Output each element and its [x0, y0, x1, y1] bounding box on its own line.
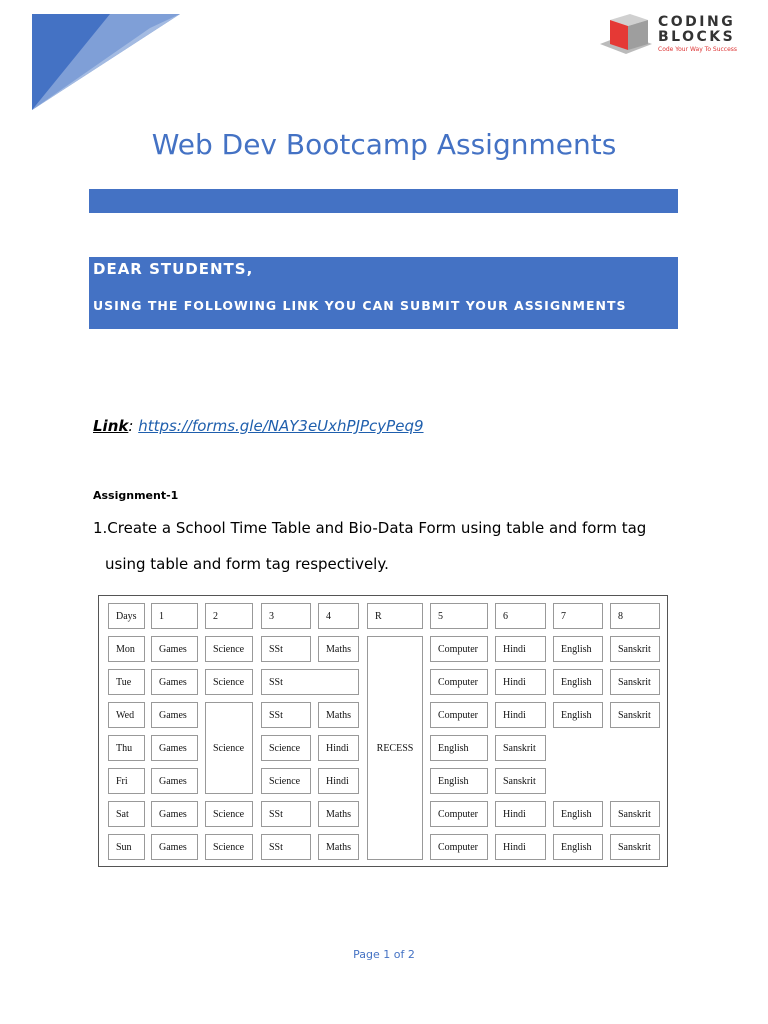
- timetable-cell: Maths: [318, 801, 359, 827]
- timetable-cell: Wed: [108, 702, 145, 728]
- timetable-cell: Hindi: [318, 735, 359, 761]
- timetable-cell: English: [553, 834, 603, 860]
- assignment-description-line-2: using table and form tag respectively.: [105, 555, 389, 573]
- logo-line-coding: CODING: [658, 14, 736, 30]
- timetable-cell: Hindi: [495, 702, 546, 728]
- timetable-cell: Computer: [430, 801, 488, 827]
- timetable-cell: Sanskrit: [610, 636, 660, 662]
- timetable-cell: SSt: [261, 636, 311, 662]
- timetable-cell: Sun: [108, 834, 145, 860]
- timetable-header-cell: 3: [261, 603, 311, 629]
- timetable-cell: Games: [151, 834, 198, 860]
- timetable-cell: Science: [261, 768, 311, 794]
- timetable-header-cell: 8: [610, 603, 660, 629]
- timetable-cell: Games: [151, 669, 198, 695]
- timetable-header-cell: 2: [205, 603, 253, 629]
- page-number: Page 1 of 2: [353, 948, 415, 961]
- timetable-cell: Fri: [108, 768, 145, 794]
- timetable-header-cell: 4: [318, 603, 359, 629]
- timetable-cell: Hindi: [495, 834, 546, 860]
- timetable-cell: Computer: [430, 636, 488, 662]
- timetable-cell: Maths: [318, 636, 359, 662]
- logo-line-blocks: BLOCKS: [658, 29, 736, 45]
- timetable-cell: Games: [151, 636, 198, 662]
- submission-link-line: [93, 417, 424, 435]
- timetable-cell: SSt: [261, 702, 311, 728]
- timetable-header-cell: R: [367, 603, 423, 629]
- title-underline-bar: [89, 189, 678, 213]
- timetable-cell: Computer: [430, 834, 488, 860]
- timetable-cell: SSt: [261, 834, 311, 860]
- timetable-merged-science-cell: Science: [205, 702, 253, 794]
- timetable-header-cell: 5: [430, 603, 488, 629]
- timetable-cell: Science: [261, 735, 311, 761]
- banner-instruction: USING THE FOLLOWING LINK YOU CAN SUBMIT YOUR ASSIGNMENTS: [93, 298, 627, 313]
- timetable-cell: Sanskrit: [610, 702, 660, 728]
- timetable-header-cell: Days: [108, 603, 145, 629]
- timetable-cell: Sanskrit: [610, 834, 660, 860]
- timetable-cell: Hindi: [495, 801, 546, 827]
- cube-logo-icon: [596, 12, 656, 56]
- timetable-header-cell: 1: [151, 603, 198, 629]
- corner-decoration: [0, 0, 200, 120]
- timetable-cell: English: [430, 768, 488, 794]
- link-separator: :: [128, 417, 134, 435]
- timetable-cell: Hindi: [495, 636, 546, 662]
- timetable-cell: Sanskrit: [495, 735, 546, 761]
- school-timetable-image: [98, 595, 668, 867]
- link-label: Link: [93, 417, 129, 435]
- timetable-cell: Computer: [430, 669, 488, 695]
- timetable-cell: SSt: [261, 801, 311, 827]
- timetable-recess-cell: RECESS: [367, 636, 423, 860]
- timetable-cell: Science: [205, 801, 253, 827]
- assignment-heading: Assignment-1: [93, 489, 179, 502]
- timetable-cell: Sanskrit: [495, 768, 546, 794]
- timetable-cell: English: [553, 636, 603, 662]
- page-title: Web Dev Bootcamp Assignments: [151, 128, 617, 161]
- logo-tagline: Code Your Way To Success: [658, 46, 738, 53]
- assignment-description-line-1: 1.Create a School Time Table and Bio-Data Form using table and form tag: [93, 519, 647, 537]
- notice-banner: [89, 257, 678, 329]
- timetable-cell: Games: [151, 801, 198, 827]
- timetable-cell: Computer: [430, 702, 488, 728]
- timetable-cell: Hindi: [495, 669, 546, 695]
- timetable-cell: Sat: [108, 801, 145, 827]
- submission-link[interactable]: https://forms.gle/NAY3eUxhPJPcyPeq9: [138, 417, 424, 435]
- timetable-cell: Sanskrit: [610, 669, 660, 695]
- timetable-cell: Maths: [318, 702, 359, 728]
- timetable-cell: SSt: [261, 669, 359, 695]
- timetable-cell: Games: [151, 768, 198, 794]
- timetable-cell: Maths: [318, 834, 359, 860]
- timetable-cell: Science: [205, 636, 253, 662]
- timetable-cell: Games: [151, 702, 198, 728]
- timetable-cell: Science: [205, 834, 253, 860]
- timetable-cell: Sanskrit: [610, 801, 660, 827]
- banner-greeting: DEAR STUDENTS,: [93, 260, 254, 278]
- timetable-cell: Tue: [108, 669, 145, 695]
- timetable-cell: Mon: [108, 636, 145, 662]
- timetable-header-cell: 7: [553, 603, 603, 629]
- timetable-header-cell: 6: [495, 603, 546, 629]
- timetable-cell: English: [430, 735, 488, 761]
- timetable-cell: English: [553, 702, 603, 728]
- timetable-cell: Hindi: [318, 768, 359, 794]
- timetable-cell: English: [553, 669, 603, 695]
- timetable-cell: Games: [151, 735, 198, 761]
- timetable-cell: Science: [205, 669, 253, 695]
- timetable-cell: Thu: [108, 735, 145, 761]
- timetable-cell: English: [553, 801, 603, 827]
- coding-blocks-logo: [596, 12, 746, 56]
